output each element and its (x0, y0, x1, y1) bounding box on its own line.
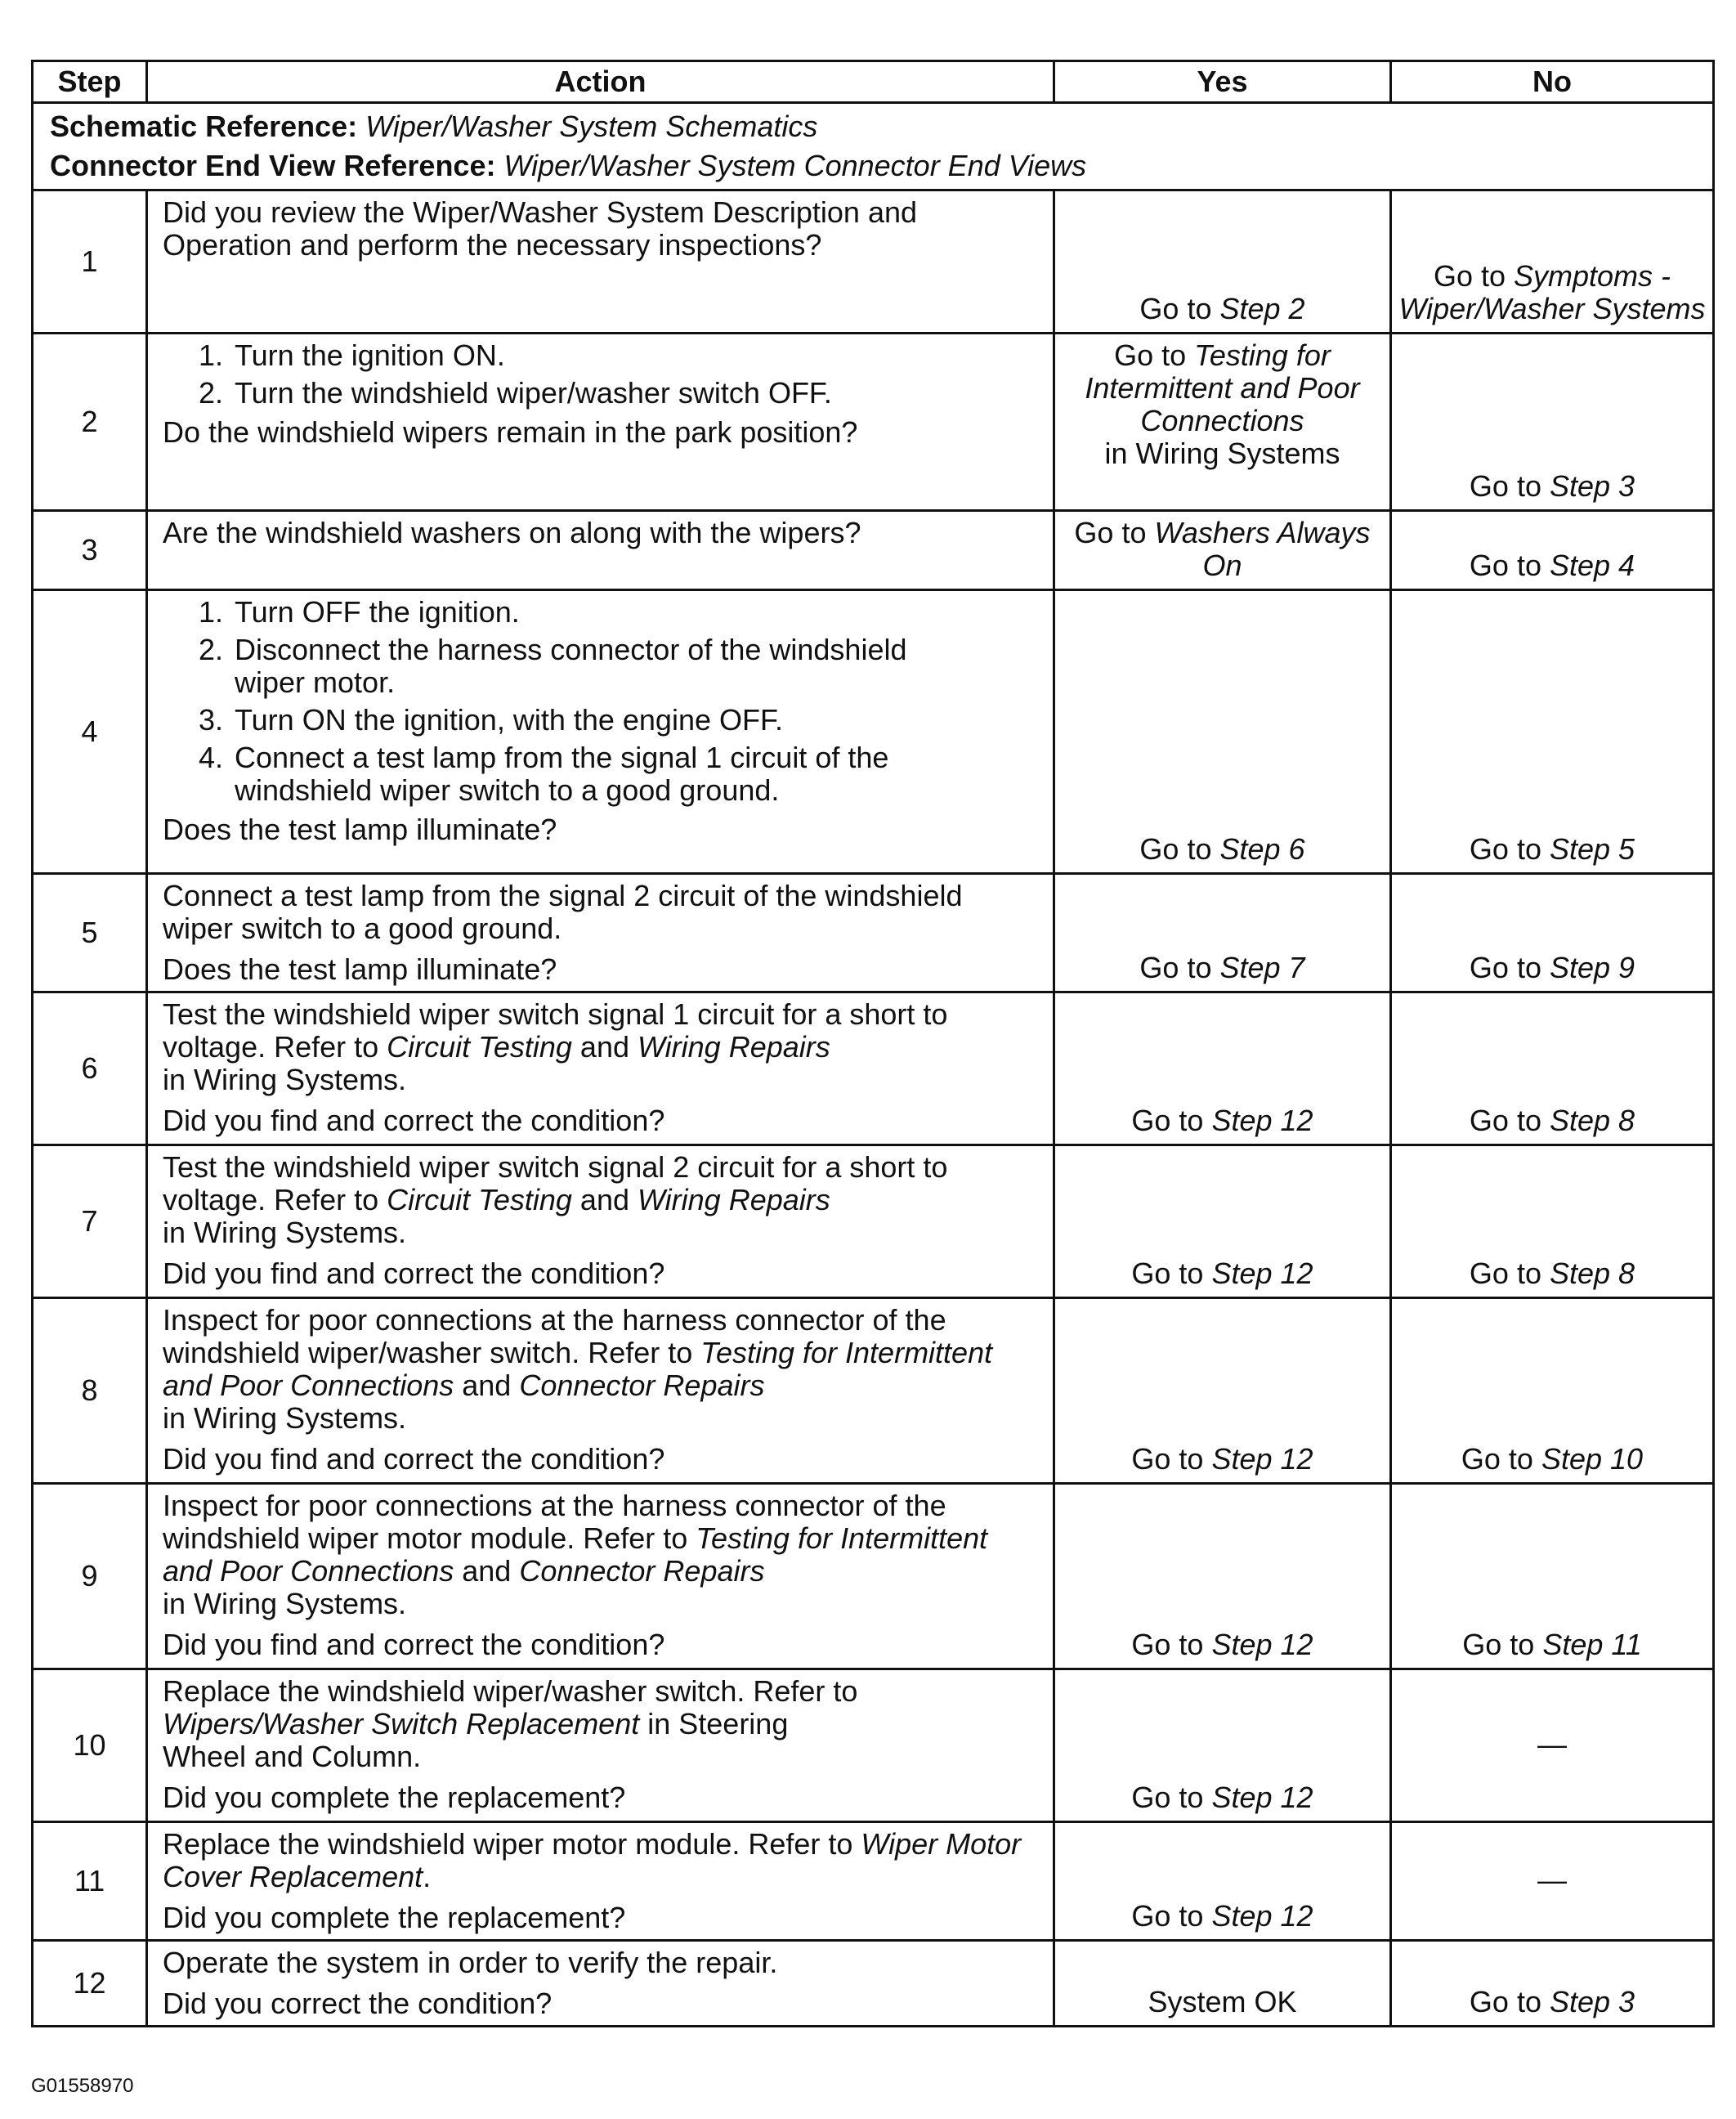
action-text: wiper switch to a good ground. (163, 912, 562, 945)
table-row (33, 1822, 1714, 1941)
diagnostic-table (31, 60, 1715, 2027)
yes-cell (1054, 1145, 1391, 1298)
action-text: in Wiring Systems. (163, 1216, 407, 1249)
question-text: Do the windshield wipers remain in the park position? (163, 415, 858, 449)
yes-link[interactable]: Step 12 (1211, 1899, 1313, 1933)
step-number: 2 (33, 334, 147, 511)
action-cell (147, 1298, 1054, 1484)
no-link[interactable]: Step 3 (1549, 469, 1635, 503)
yes-link[interactable]: Step 6 (1219, 832, 1305, 866)
no-text: Go to (1469, 1985, 1550, 2018)
action-text: windshield wiper motor module. Refer to Testing for Intermittent (163, 1521, 988, 1555)
yes-link[interactable]: Step 2 (1219, 292, 1305, 325)
step-number: 8 (33, 1298, 147, 1484)
step-number: 4 (33, 590, 147, 874)
reference-link[interactable]: and Poor Connections (163, 1554, 454, 1588)
reference-link[interactable]: Connector Repairs (519, 1554, 765, 1588)
action-text: Cover Replacement. (163, 1860, 432, 1893)
action-text: Operate the system in order to verify the repair. (163, 1946, 778, 1979)
yes-text: Go to (1139, 292, 1220, 325)
schematic-reference (50, 107, 1696, 146)
schematic-reference-label: Schematic Reference: (50, 110, 358, 143)
no-text: Go to (1433, 259, 1515, 293)
step-number: 7 (33, 1145, 147, 1298)
yes-text: Go to (1131, 1628, 1212, 1661)
no-dash: — (1537, 1727, 1567, 1761)
substep-text: Turn the ignition ON. (235, 338, 505, 372)
yes-cell (1054, 874, 1391, 992)
yes-cell (1054, 1484, 1391, 1669)
table-row (33, 590, 1714, 874)
connector-reference-link[interactable]: Wiper/Washer System Connector End Views (503, 149, 1087, 182)
action-text: and Poor Connections and Connector Repairs (163, 1369, 765, 1402)
action-text: Test the windshield wiper switch signal 2 circuit for a short to (163, 1150, 948, 1184)
reference-link[interactable]: Testing for Intermittent (700, 1336, 993, 1369)
no-link[interactable]: Step 8 (1549, 1257, 1635, 1290)
question-text: Did you find and correct the condition? (163, 1104, 665, 1137)
no-cell (1391, 511, 1714, 590)
no-text: Go to (1461, 1442, 1541, 1476)
action-cell (147, 874, 1054, 992)
action-text: Replace the windshield wiper/washer switch. Refer to (163, 1674, 858, 1708)
yes-link[interactable]: Step 12 (1211, 1257, 1313, 1290)
action-text: Connect a test lamp from the signal 2 circuit of the windshield (163, 879, 963, 912)
no-text: Go to (1469, 951, 1550, 984)
yes-text: Go to (1139, 832, 1220, 866)
no-cell (1391, 1822, 1714, 1941)
header-yes: Yes (1054, 61, 1391, 103)
header-action: Action (147, 61, 1054, 103)
reference-link[interactable]: Wiring Repairs (638, 1030, 830, 1064)
action-text: Operation and perform the necessary inspections? (163, 228, 822, 262)
no-cell (1391, 1298, 1714, 1484)
table-row (33, 511, 1714, 590)
question-text: Did you complete the replacement? (163, 1781, 626, 1814)
table-row (33, 1298, 1714, 1484)
no-text: Go to (1469, 1257, 1550, 1290)
no-link[interactable]: Step 9 (1549, 951, 1635, 984)
reference-link[interactable]: Connector Repairs (519, 1369, 765, 1402)
yes-cell (1054, 590, 1391, 874)
yes-link[interactable]: Step 12 (1211, 1442, 1313, 1476)
action-text: Inspect for poor connections at the harness connector of the (163, 1303, 946, 1337)
reference-link[interactable]: Cover Replacement (163, 1860, 423, 1893)
table-row (33, 1669, 1714, 1822)
yes-link[interactable]: Testing for Intermittent and Poor Connections (1085, 338, 1360, 437)
action-cell (147, 1669, 1054, 1822)
action-text: in Wiring Systems. (163, 1063, 407, 1096)
header-step: Step (33, 61, 147, 103)
step-number: 1 (33, 190, 147, 334)
no-cell (1391, 190, 1714, 334)
action-cell (147, 190, 1054, 334)
yes-text: Go to (1131, 1899, 1212, 1933)
header-no: No (1391, 61, 1714, 103)
table-row (33, 1941, 1714, 2027)
yes-cell (1054, 1298, 1391, 1484)
yes-text: Go to (1074, 516, 1155, 549)
step-number: 6 (33, 992, 147, 1145)
no-cell (1391, 1145, 1714, 1298)
schematic-reference-link[interactable]: Wiper/Washer System Schematics (365, 110, 818, 143)
substep-text: Turn the windshield wiper/washer switch OFF. (235, 376, 832, 410)
action-cell (147, 1822, 1054, 1941)
action-cell (147, 511, 1054, 590)
substep-text: Connect a test lamp from the signal 1 circuit of the windshield wiper switch to a good ground. (235, 741, 889, 807)
no-cell (1391, 874, 1714, 992)
question-text: Does the test lamp illuminate? (163, 813, 557, 846)
action-text: Wipers/Washer Switch Replacement in Steering (163, 1707, 789, 1740)
action-text: windshield wiper/washer switch. Refer to Testing for Intermittent (163, 1336, 993, 1369)
step-number: 10 (33, 1669, 147, 1822)
no-link[interactable]: Step 10 (1541, 1442, 1644, 1476)
yes-link[interactable]: Step 12 (1211, 1781, 1313, 1814)
reference-link[interactable]: Wiper Motor (861, 1827, 1022, 1861)
substep: 1. Turn OFF the ignition. (163, 596, 1040, 629)
table-row (33, 1145, 1714, 1298)
reference-row (33, 103, 1714, 190)
action-text: and Poor Connections and Connector Repairs (163, 1554, 765, 1588)
no-text: Go to (1469, 469, 1550, 503)
action-text: voltage. Refer to Circuit Testing and Wiring Repairs (163, 1183, 830, 1216)
no-cell (1391, 1941, 1714, 2027)
yes-text: in Wiring Systems (1104, 437, 1340, 470)
substep-text: Disconnect the harness connector of the windshield wiper motor. (235, 633, 907, 699)
substep-text: Turn OFF the ignition. (235, 595, 520, 629)
yes-cell (1054, 992, 1391, 1145)
step-number: 9 (33, 1484, 147, 1669)
action-text: in Wiring Systems. (163, 1587, 407, 1620)
yes-link[interactable]: Step 12 (1211, 1628, 1313, 1661)
substep: 2. Disconnect the harness connector of the windshield wiper motor. (163, 634, 1040, 699)
action-text: Inspect for poor connections at the harness connector of the (163, 1489, 946, 1522)
table-row (33, 190, 1714, 334)
reference-link[interactable]: Circuit Testing (387, 1030, 572, 1064)
no-text: Go to (1469, 1104, 1550, 1137)
no-cell (1391, 992, 1714, 1145)
action-text: voltage. Refer to Circuit Testing and Wiring Repairs (163, 1030, 830, 1064)
reference-link[interactable]: Testing for Intermittent (696, 1521, 988, 1555)
yes-text: Go to (1114, 338, 1195, 372)
question-text: Did you find and correct the condition? (163, 1628, 665, 1661)
step-number: 12 (33, 1941, 147, 2027)
no-link[interactable]: Step 11 (1542, 1628, 1642, 1661)
yes-text: Go to (1131, 1257, 1212, 1290)
table-row (33, 334, 1714, 511)
action-text: Wheel and Column. (163, 1740, 422, 1773)
no-cell (1391, 1669, 1714, 1822)
question-text: Did you correct the condition? (163, 1987, 553, 2020)
action-text: Replace the windshield wiper motor module. Refer to Wiper Motor (163, 1827, 1022, 1861)
question-text: Did you find and correct the condition? (163, 1442, 665, 1476)
action-cell (147, 590, 1054, 874)
step-number: 3 (33, 511, 147, 590)
yes-link[interactable]: Step 12 (1211, 1104, 1313, 1137)
action-cell (147, 992, 1054, 1145)
action-cell (147, 1145, 1054, 1298)
no-link[interactable]: Step 3 (1549, 1985, 1635, 2018)
yes-cell (1054, 1669, 1391, 1822)
yes-text: Go to (1131, 1442, 1212, 1476)
no-dash: — (1537, 1863, 1567, 1897)
yes-cell (1054, 334, 1391, 511)
question-text: Did you find and correct the condition? (163, 1257, 665, 1290)
no-link[interactable]: Symptoms - Wiper/Washer Systems (1398, 259, 1706, 325)
action-cell (147, 334, 1054, 511)
table-row (33, 992, 1714, 1145)
no-link[interactable]: Step 8 (1549, 1104, 1635, 1137)
reference-link[interactable]: and Poor Connections (163, 1369, 454, 1402)
no-cell (1391, 334, 1714, 511)
question-text: Does the test lamp illuminate? (163, 952, 557, 986)
yes-cell (1054, 511, 1391, 590)
action-text: in Wiring Systems. (163, 1401, 407, 1435)
no-link[interactable]: Step 5 (1549, 832, 1635, 866)
reference-link[interactable]: Wiring Repairs (638, 1183, 830, 1216)
header-row (33, 61, 1714, 103)
yes-cell (1054, 1822, 1391, 1941)
yes-text: Go to (1131, 1781, 1212, 1814)
yes-cell (1054, 190, 1391, 334)
question-text: Are the windshield washers on along with the wipers? (163, 516, 861, 549)
step-number: 5 (33, 874, 147, 992)
substep: 3. Turn ON the ignition, with the engine OFF. (163, 704, 1040, 737)
table-row (33, 874, 1714, 992)
question-text: Did you complete the replacement? (163, 1901, 626, 1934)
yes-link[interactable]: Washers Always On (1154, 516, 1371, 582)
substep: 1. Turn the ignition ON. (163, 339, 1040, 372)
connector-reference (50, 146, 1696, 186)
no-cell (1391, 1484, 1714, 1669)
connector-reference-label: Connector End View Reference: (50, 149, 496, 182)
no-text: Go to (1462, 1628, 1543, 1661)
figure-id: G01558970 (31, 2075, 134, 2097)
yes-text: System OK (1148, 1985, 1297, 2018)
reference-link[interactable]: Wipers/Washer Switch Replacement (163, 1707, 640, 1740)
action-text: Did you review the Wiper/Washer System Description and (163, 195, 918, 229)
substep: 4. Connect a test lamp from the signal 1 circuit of the windshield wiper switch to a good ground. (163, 741, 1040, 807)
reference-link[interactable]: Circuit Testing (387, 1183, 572, 1216)
substep: 2. Turn the windshield wiper/washer switch OFF. (163, 377, 1040, 410)
no-link[interactable]: Step 4 (1549, 549, 1635, 582)
step-number: 11 (33, 1822, 147, 1941)
action-cell (147, 1484, 1054, 1669)
yes-cell (1054, 1941, 1391, 2027)
no-text: Go to (1469, 549, 1550, 582)
yes-text: Go to (1131, 1104, 1212, 1137)
no-text: Go to (1469, 832, 1550, 866)
substep-text: Turn ON the ignition, with the engine OFF. (235, 703, 783, 737)
table-row (33, 1484, 1714, 1669)
yes-link[interactable]: Step 7 (1219, 951, 1305, 984)
reference-cell (33, 103, 1714, 190)
no-cell (1391, 590, 1714, 874)
yes-text: Go to (1139, 951, 1220, 984)
action-text: Test the windshield wiper switch signal 1 circuit for a short to (163, 997, 948, 1031)
action-cell (147, 1941, 1054, 2027)
